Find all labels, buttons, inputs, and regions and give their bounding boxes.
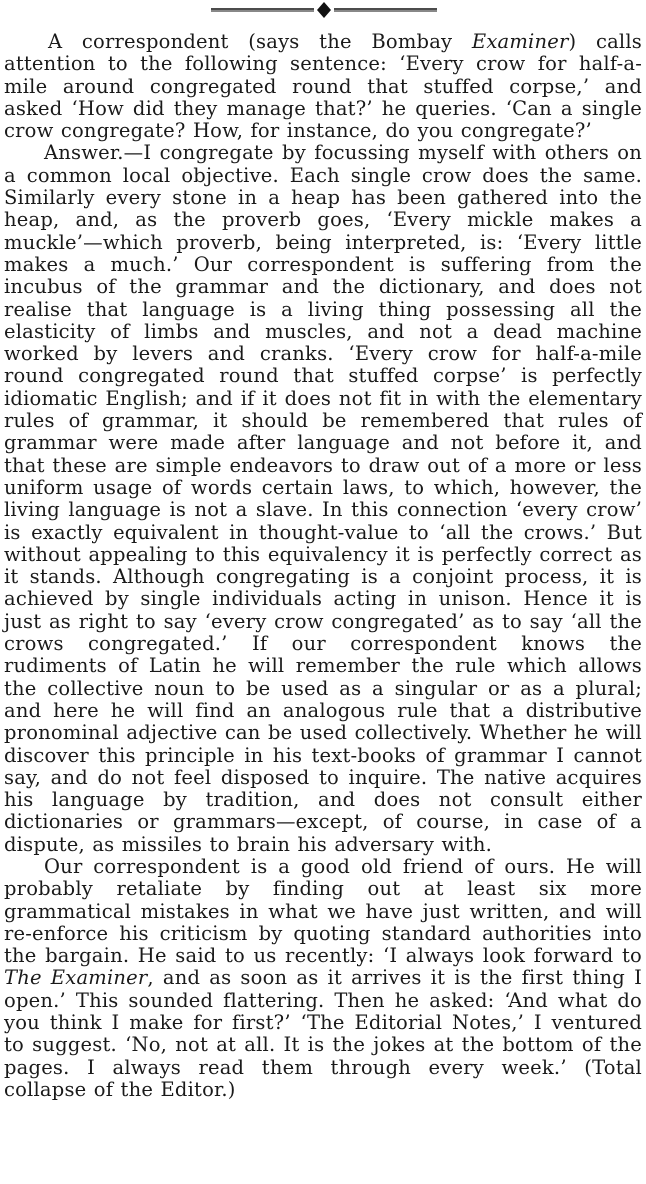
publication-title-the-examiner: The Examiner bbox=[4, 966, 148, 990]
paragraph-1 bbox=[4, 31, 642, 142]
paragraph-2: Answer.—I congregate by focussing myself with others on a common local objective. Each single crow does the same. Similarly every stone in a heap has been gathered into the heap, and, as the proverb goes, ‘Every mickle makes a muckle’—which proverb, being interpreted, is: ‘Every little makes a much.’ Our correspondent is suffering from the incubus of the grammar and the dictionary, and does not realise that language is a living thing possessing all the elasticity of limbs and muscles, and not a dead machine worked by levers and cranks. ‘Every crow for half-a-mile round congregated round that stuffed corpse’ is perfectly idiomatic English; and if it does not fit in with the elementary rules of grammar, it should be remembered that rules of grammar were made after language and not before it, and that these are simple endeavors to draw out of a more or less uniform usage of words certain laws, to which, however, the living language is not a slave. In this connection ‘every crow’ is exactly equivalent in thought-value to ‘all the crows.’ But without appealing to this equivalency it is perfectly correct as it stands. Although congregating is a conjoint process, it is achieved by single individuals acting in unison. Hence it is just as right to say ‘every crow congregated’ as to say ‘all the crows congregated.’ If our correspondent knows the rudiments of Latin he will remember the rule which allows the collective noun to be used as a singular or as a plural; and here he will find an analogous rule that a distributive pronominal adjective can be used collectively. Whether he will discover this principle in his text-books of grammar I cannot say, and do not feel disposed to inquire. The native acquires his language by tradition, and does not consult either dictionaries or grammars—except, of course, in case of a dispute, as missiles to brain his adversary with. bbox=[4, 141, 642, 856]
article-body bbox=[4, 31, 642, 1101]
publication-title-examiner: Examiner bbox=[471, 30, 569, 53]
paragraph-1-part-c: ) calls attention to the following sentence: ‘Every crow for half-a-mile around congregated round that stuffed corpse,’ and asked ‘How did they manage that?’ he queries. ‘Can a single crow congregate? How, for instance, do you congregate?’ bbox=[4, 30, 642, 143]
paragraph-3-part-a: Our correspondent is a good old friend of ours. He will probably retaliate by finding out at least six more grammatical mistakes in what we have just written, and will re-enforce his criticism by quoting standard authorities into the bargain. He said to us recently: ‘I always look forward to bbox=[4, 854, 642, 968]
paragraph-3 bbox=[4, 856, 642, 1101]
section-divider-ornament bbox=[211, 0, 437, 20]
paragraph-3-part-c: , and as soon as it arrives it is the first thing I open.’ This sounded flattering. Then he asked: ‘And what do you think I make for first?’ ‘The Editorial Notes,’ I ventured to suggest. ‘No, not at all. It is the jokes at the bottom of the pages. I always read them through every week.’ (Total collapse of the Editor.) bbox=[4, 966, 642, 1101]
paragraph-1-part-a: A correspondent (says the Bombay bbox=[48, 30, 472, 53]
